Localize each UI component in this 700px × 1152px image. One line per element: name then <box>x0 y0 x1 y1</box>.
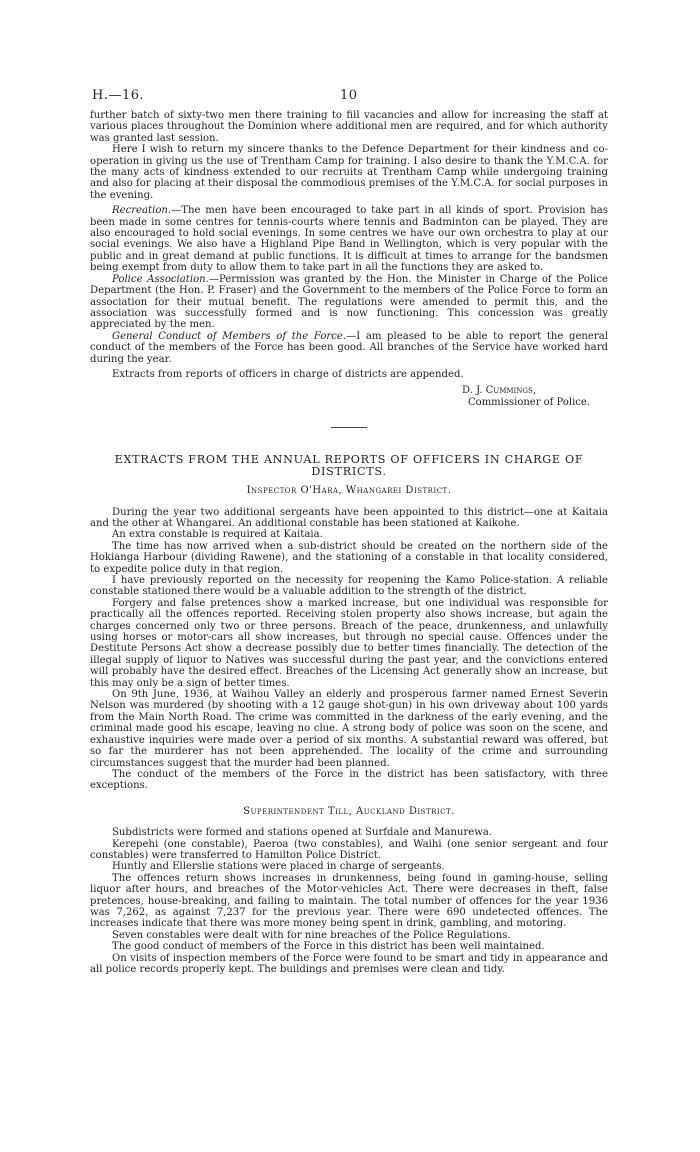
whangarei-paragraph: I have previously reported on the necessity for reopening the Kamo Police-station. A reliable constable stationed there would be a valuable addition to the strength of the district. <box>90 575 608 598</box>
extracts-heading: EXTRACTS FROM THE ANNUAL REPORTS OF OFFICERS IN CHARGE OF DISTRICTS. <box>114 453 584 478</box>
section-heading-whangarei: Inspector O'Hara, Whangarei District. <box>246 485 452 497</box>
document-reference: H.—16. <box>92 88 145 103</box>
recreation-heading: Recreation. <box>112 205 172 217</box>
extracts-line: Extracts from reports of officers in charge of districts are appended. <box>112 368 464 380</box>
auckland-paragraph: Kerepehi (one constable), Paeroa (two constables), and Waihi (one senior sergeant and four constables) were transferred to Hamilton Police District. <box>90 838 608 861</box>
auckland-paragraph: The offences return shows increases in drunkenness, being found in gaming-house, selling liquor after hours, and breaches of the Motor-vehicles Act. There were decreases in theft, false pretences, house-breaking, and failing to maintain. The total number of offences for the year 1936 was 7,262, as against 7,237 for the previous year. There were 690 undetected offences. The increases indicate that there was more money being spent in drink, gambling, and motoring. <box>90 872 608 930</box>
whangarei-paragraph: During the year two additional sergeants have been appointed to this district—one at Kaitaia and the other at Whangarei. An additional constable has been stationed at Kaikohe. <box>90 506 608 529</box>
signature-name: D. J. Cummings, <box>462 385 536 397</box>
whangarei-paragraph: The time has now arrived when a sub-district should be created on the northern side of the Hokianga Harbour (dividing Rawene), and the stationing of a constable in that locality considered, to expedite police duty in that region. <box>90 540 608 575</box>
intro-paragraph-2: Here I wish to return my sincere thanks to the Defence Department for their kindness and co-operation in giving us the use of Trentham Camp for training. I also desire to thank the Y.M.C.A. for the many acts of kindness extended to our recruits at Trentham Camp while undergoing training and also for placing at their disposal the commodious premises of the Y.M.C.A. for social purposes in the evening. <box>90 144 608 201</box>
section-divider <box>331 427 367 428</box>
auckland-paragraph: Huntly and Ellerslie stations were placed in charge of sergeants. <box>112 861 445 873</box>
page-body <box>90 110 608 975</box>
auckland-paragraph: Subdistricts were formed and stations opened at Surfdale and Manurewa. <box>112 827 493 839</box>
general-conduct-text: —I am pleased to be able to report the general conduct of the members of the Force has been good. All branches of the Service have worked hard during the year. <box>90 330 608 365</box>
recreation-text: —The men have been encouraged to take part in all kinds of sport. Provision has been made in some centres for tennis-courts where tennis and Badminton can be played. They are also encouraged to hold social evenings. In some centres we have our own orchestra to play at our social evenings. We also have a Highland Pipe Band in Wellington, which is very popular with the public and in great demand at public functions. It is difficult at times to arrange for the bandsmen being exempt from duty to allow them to take part in all the functions they are asked to. <box>90 205 608 274</box>
general-conduct-heading: General Conduct of Members of the Force. <box>112 330 347 342</box>
police-association-text: —Permission was granted by the Hon. the Minister in Charge of the Police Department (the Hon. P. Fraser) and the Government to the members of the Police Force to form an association for their mutual benefit. The regulations were amended to permit this, and the association was successfully formed and is now functioning. This concession was greatly appreciated by the men. <box>90 273 608 331</box>
signature-block <box>90 385 608 409</box>
signature-title: Commissioner of Police. <box>468 397 590 409</box>
whangarei-paragraph: Forgery and false pretences show a marked increase, but one individual was responsible for practically all the offences reported. Receiving stolen property also shows increase, but again the charges concerned only two or three persons. Breach of the peace, drunkenness, and unlawfully using horses or motor-cars all show increases, but through no special cause. Offences under the Destitute Persons Act show a decrease possibly due to better times financially. The detection of the illegal supply of liquor to Natives was successful during the past year, and the convictions entered will probably have the desired effect. Breaches of the Licensing Act generally show an increase, but this may only be a sign of better times. <box>90 597 608 689</box>
auckland-paragraph: The good conduct of members of the Force in this district has been well maintained. <box>112 941 545 953</box>
police-association-heading: Police Association. <box>112 273 209 285</box>
police-association-paragraph <box>90 274 608 331</box>
whangarei-paragraph: The conduct of the members of the Force in the district has been satisfactory, with three exceptions. <box>90 768 608 792</box>
recreation-paragraph <box>90 205 608 273</box>
page-number: 10 <box>340 88 358 103</box>
whangarei-paragraph: On 9th June, 1936, at Waihou Valley an elderly and prosperous farmer named Ernest Severin Nelson was murdered (by shooting with a 12 gauge shot-gun) in his own driveway about 100 yards from the Main North Road. The crime was committed in the darkness of the early evening, and the criminal made good his escape, leaving no clue. A strong body of police was soon on the scene, and exhaustive inquiries were made over a period of six months. A substantial reward was offered, but so far the murderer has not been apprehended. The locality of the crime and surrounding circumstances suggest that the murder had been planned. <box>90 689 608 769</box>
section-heading-auckland: Superintendent Till, Auckland District. <box>243 805 455 817</box>
auckland-paragraph: Seven constables were dealt with for nine breaches of the Police Regulations. <box>112 929 511 941</box>
intro-paragraph-1: further batch of sixty-two men there training to fill vacancies and allow for increasing the staff at various places throughout the Dominion where additional men are required, and for which authority was granted last session. <box>90 110 608 144</box>
general-conduct-paragraph <box>90 331 608 365</box>
auckland-paragraph: On visits of inspection members of the Force were found to be smart and tidy in appearance and all police records properly kept. The buildings and premises were clean and tidy. <box>90 952 608 975</box>
whangarei-paragraph: An extra constable is required at Kaitaia. <box>112 529 323 541</box>
